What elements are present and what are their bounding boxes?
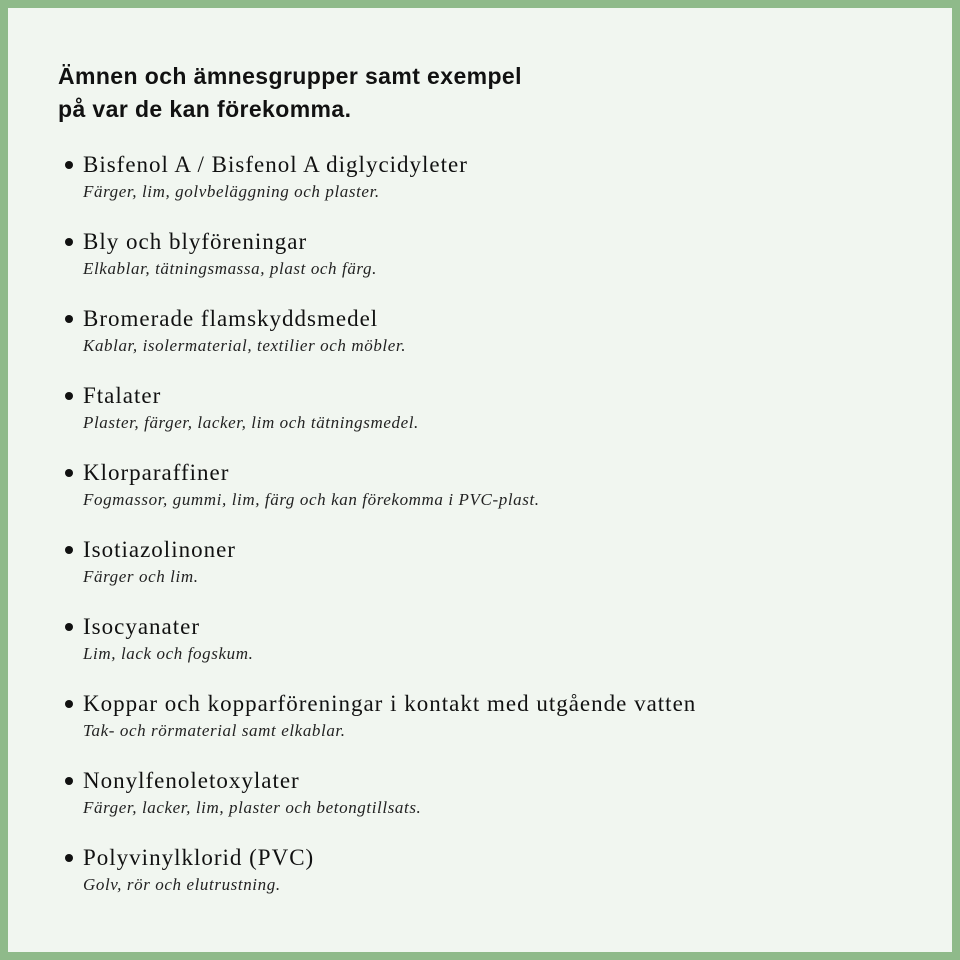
- substance-heading-row: [58, 379, 928, 413]
- substance-description: Tak- och rörmaterial samt elkablar.: [83, 721, 346, 740]
- substance-description: Plaster, färger, lacker, lim och tätningsmedel.: [83, 413, 419, 432]
- document-page: [8, 8, 952, 952]
- substance-list: [58, 148, 928, 918]
- substance-item: [58, 841, 928, 918]
- substance-description: Elkablar, tätningsmassa, plast och färg.: [83, 259, 377, 278]
- bullet-icon: [65, 546, 73, 554]
- bullet-icon: [65, 392, 73, 400]
- substance-item: [58, 533, 928, 610]
- substance-heading-row: [58, 302, 928, 336]
- substance-item: [58, 379, 928, 456]
- substance-description: Kablar, isolermaterial, textilier och möbler.: [83, 336, 407, 355]
- document-title: [58, 60, 928, 126]
- bullet-icon: [65, 700, 73, 708]
- substance-heading-row: [58, 610, 928, 644]
- document-content: [58, 60, 928, 894]
- substance-heading: Koppar och kopparföreningar i kontakt med utgående vatten: [83, 691, 697, 716]
- substance-heading: Bisfenol A / Bisfenol A diglycidyleter: [83, 152, 468, 177]
- substance-item: [58, 610, 928, 687]
- bullet-icon: [65, 315, 73, 323]
- substance-description: Färger, lacker, lim, plaster och betongtillsats.: [83, 798, 422, 817]
- substance-item: [58, 764, 928, 841]
- substance-item: [58, 302, 928, 379]
- bullet-icon: [65, 777, 73, 785]
- substance-item: [58, 456, 928, 533]
- substance-heading: Bly och blyföreningar: [83, 229, 308, 254]
- substance-heading: Isocyanater: [83, 614, 200, 639]
- substance-heading: Bromerade flamskyddsmedel: [83, 306, 379, 331]
- substance-heading-row: [58, 225, 928, 259]
- substance-heading-row: [58, 456, 928, 490]
- substance-heading: Polyvinylklorid (PVC): [83, 845, 315, 870]
- substance-heading: Ftalater: [83, 383, 162, 408]
- bullet-icon: [65, 623, 73, 631]
- substance-description: Färger, lim, golvbeläggning och plaster.: [83, 182, 380, 201]
- substance-description: Lim, lack och fogskum.: [83, 644, 254, 663]
- substance-description: Färger och lim.: [83, 567, 199, 586]
- bullet-icon: [65, 854, 73, 862]
- bullet-icon: [65, 238, 73, 246]
- substance-item: [58, 687, 928, 764]
- substance-description: Golv, rör och elutrustning.: [83, 875, 281, 894]
- substance-heading-row: [58, 533, 928, 567]
- substance-item: [58, 148, 928, 225]
- substance-heading: Isotiazolinoner: [83, 537, 236, 562]
- substance-heading: Nonylfenoletoxylater: [83, 768, 300, 793]
- substance-item: [58, 225, 928, 302]
- bullet-icon: [65, 469, 73, 477]
- title-line: på var de kan förekomma.: [58, 96, 352, 122]
- substance-heading-row: [58, 687, 928, 721]
- substance-heading: Klorparaffiner: [83, 460, 230, 485]
- substance-heading-row: [58, 148, 928, 182]
- bullet-icon: [65, 161, 73, 169]
- substance-description: Fogmassor, gummi, lim, färg och kan förekomma i PVC-plast.: [83, 490, 540, 509]
- substance-heading-row: [58, 841, 928, 875]
- substance-heading-row: [58, 764, 928, 798]
- title-line: Ämnen och ämnesgrupper samt exempel: [58, 63, 522, 89]
